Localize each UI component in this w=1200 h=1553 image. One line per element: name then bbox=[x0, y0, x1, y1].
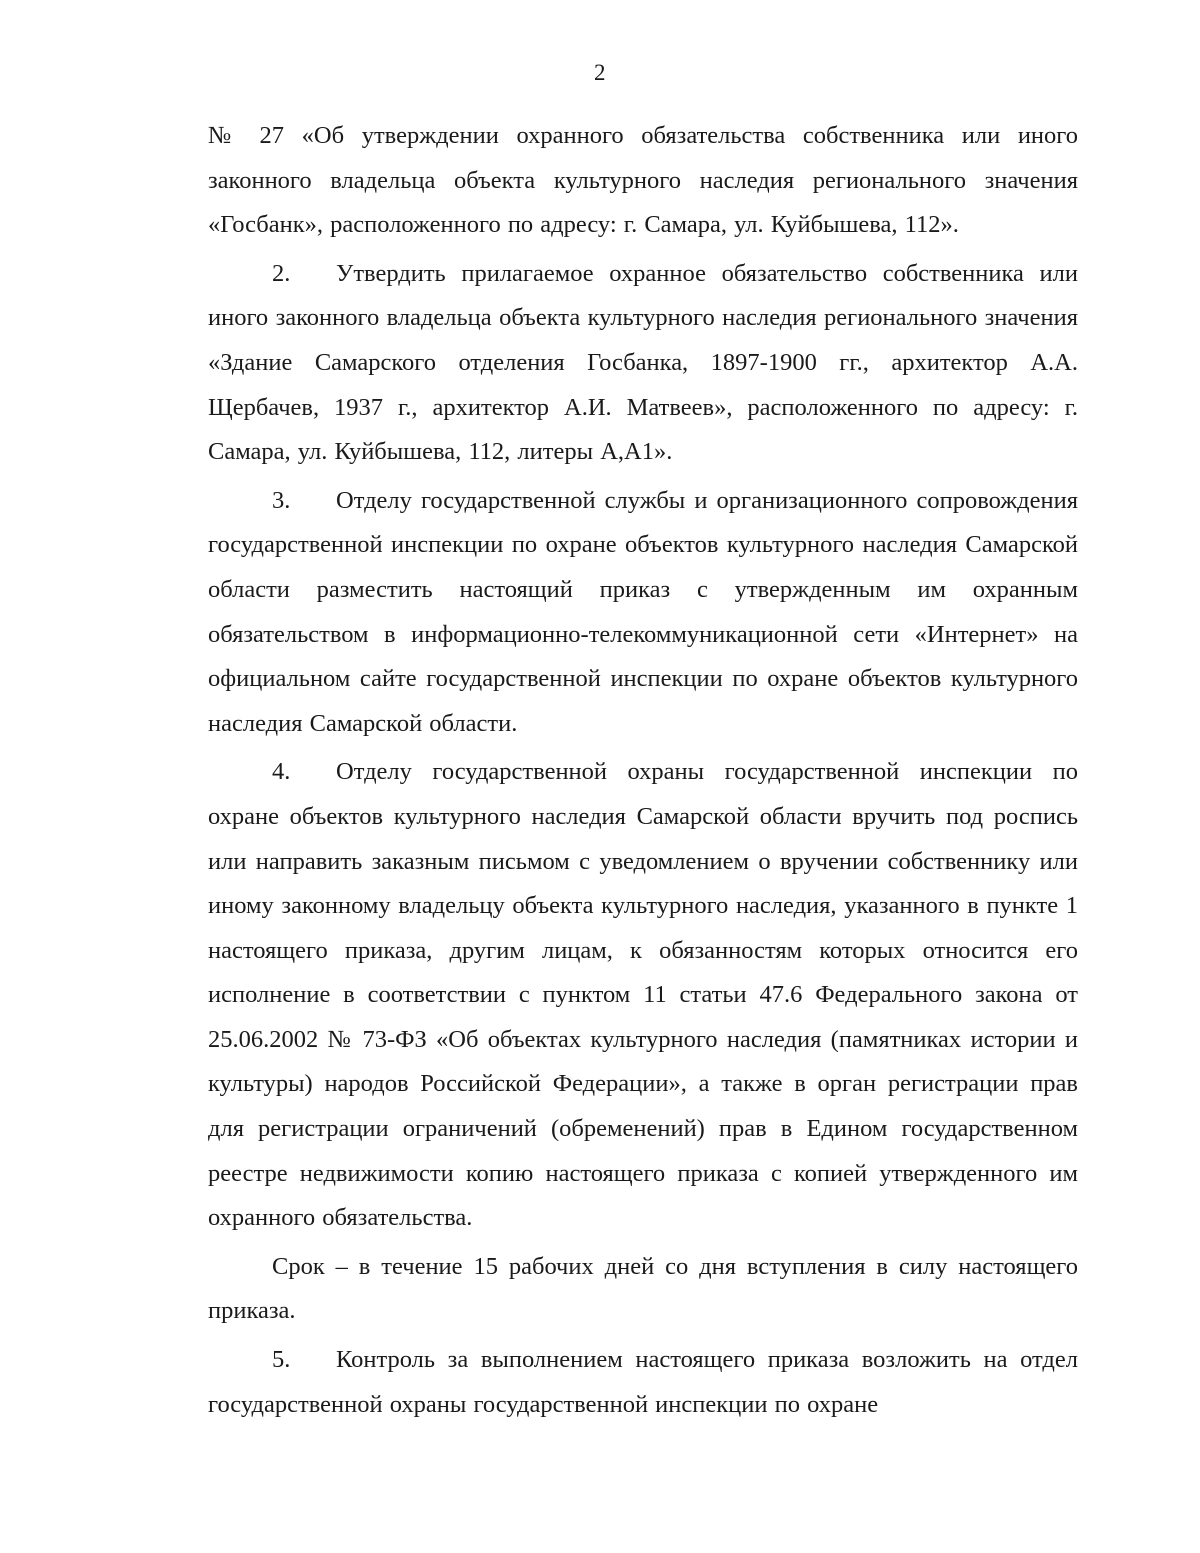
item-number: 4. bbox=[272, 758, 291, 786]
paragraph-continuation bbox=[208, 114, 1078, 248]
paragraph-item-2 bbox=[208, 252, 1078, 475]
paragraph-item-3 bbox=[208, 479, 1078, 747]
item-number: 5. bbox=[272, 1346, 291, 1374]
paragraph-text: Утвердить прилагаемое охранное обязательство собственника или иного законного владельца объекта культурного наследия регионального значения «Здание Самарского отделения Госбанка, 1897-1900 гг., архитектор А.А. Щербачев, 1937 г., архитектор А.И. Матвеев», расположенного по адресу: г. Самара, ул. Куйбышева, 112, литеры А,А1». bbox=[208, 259, 1078, 466]
paragraph-text: № 27 «Об утверждении охранного обязательства собственника или иного законного владельца объекта культурного наследия регионального значения «Госбанк», расположенного по адресу: г. Самара, ул. Куйбышева, 112». bbox=[208, 122, 1078, 239]
paragraph-text: Срок – в течение 15 рабочих дней со дня вступления в силу настоящего приказа. bbox=[208, 1252, 1078, 1325]
page-number: 2 bbox=[594, 60, 606, 85]
paragraph-item-5 bbox=[208, 1338, 1078, 1427]
item-number: 2. bbox=[272, 259, 291, 287]
item-number: 3. bbox=[272, 486, 291, 514]
paragraph-deadline bbox=[208, 1245, 1078, 1334]
document-body bbox=[208, 114, 1078, 1427]
paragraph-text: Отделу государственной охраны государственной инспекции по охране объектов культурного наследия Самарской области вручить под роспись или направить заказным письмом с уведомлением о вручении собственнику или иному законному владельцу объекта культурного наследия, указанного в пункте 1 настоящего приказа, другим лицам, к обязанностям которых относится его исполнение в соответствии с пунктом 11 статьи 47.6 Федерального закона от 25.06.2002 № 73-ФЗ «Об объектах культурного наследия (памятниках истории и культуры) народов Российской Федерации», а также в орган регистрации прав для регистрации ограничений (обременений) прав в Едином государственном реестре недвижимости копию настоящего приказа с копией утвержденного им охранного обязательства. bbox=[208, 758, 1078, 1232]
paragraph-text: Контроль за выполнением настоящего приказа возложить на отдел государственной охраны государственной инспекции по охране bbox=[208, 1346, 1078, 1418]
paragraph-text: Отделу государственной службы и организационного сопровождения государственной инспекции по охране объектов культурного наследия Самарской области разместить настоящий приказ с утвержденным им охранным обязательством в информационно-телекоммуникационной сети «Интернет» на официальном сайте государственной инспекции по охране объектов культурного наследия Самарской области. bbox=[208, 486, 1078, 737]
paragraph-item-4 bbox=[208, 750, 1078, 1241]
